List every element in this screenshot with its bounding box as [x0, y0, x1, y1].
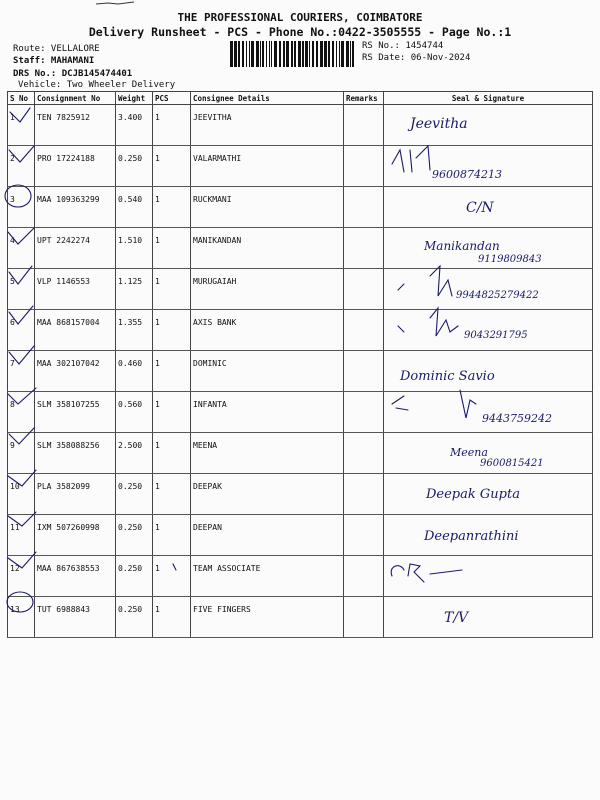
- row-remarks: [344, 228, 384, 269]
- barcode-icon: [230, 41, 356, 67]
- row-pcs: 1: [153, 228, 191, 269]
- row-pcs: 1: [153, 351, 191, 392]
- row-consignee: DOMINIC: [191, 351, 344, 392]
- barcode-bar: [294, 41, 296, 67]
- barcode-bar: [271, 41, 272, 67]
- table-row: [8, 146, 593, 187]
- col-pcs: PCS: [153, 92, 191, 105]
- row-remarks: [344, 392, 384, 433]
- row-consignee: MANIKANDAN: [191, 228, 344, 269]
- row-pcs: 1: [153, 269, 191, 310]
- row-pcs: 1: [153, 146, 191, 187]
- row-signature: [384, 392, 593, 433]
- barcode-bar: [336, 41, 337, 67]
- row-remarks: [344, 597, 384, 638]
- barcode-bar: [352, 41, 354, 67]
- row-signature: [384, 269, 593, 310]
- col-signature: Seal & Signature: [384, 92, 593, 105]
- row-pcs: 1: [153, 310, 191, 351]
- sig-9-name: Meena: [450, 446, 488, 459]
- sig-6-phone: 9043291795: [464, 330, 528, 341]
- barcode-bar: [260, 41, 261, 67]
- row-consignee: MEENA: [191, 433, 344, 474]
- table-row: [8, 597, 593, 638]
- row-remarks: [344, 269, 384, 310]
- row-pcs: 1: [153, 556, 191, 597]
- row-weight: 0.250: [116, 515, 153, 556]
- row-sno: 6: [8, 310, 35, 351]
- row-signature: [384, 597, 593, 638]
- row-sno: 12: [8, 556, 35, 597]
- col-remarks: Remarks: [344, 92, 384, 105]
- row-consignee: TEAM ASSOCIATE: [191, 556, 344, 597]
- vehicle-label: Vehicle: Two Wheeler Delivery: [18, 80, 176, 90]
- barcode-bar: [262, 41, 264, 67]
- runsheet-subtitle: Delivery Runsheet - PCS - Phone No.:0422-3505555 - Page No.:1: [88, 25, 512, 39]
- barcode-bar: [274, 41, 277, 67]
- row-sno: 13: [8, 597, 35, 638]
- row-sno: 8: [8, 392, 35, 433]
- row-weight: 0.250: [116, 556, 153, 597]
- row-consignee: FIVE FINGERS: [191, 597, 344, 638]
- sig-2-phone: 9600874213: [432, 168, 502, 181]
- row-signature: [384, 433, 593, 474]
- barcode-bar: [249, 41, 250, 67]
- row-weight: 3.400: [116, 105, 153, 146]
- table-row: [8, 433, 593, 474]
- row-sno: 9: [8, 433, 35, 474]
- row-signature: [384, 556, 593, 597]
- row-signature: [384, 187, 593, 228]
- row-sno: 3: [8, 187, 35, 228]
- barcode-bar: [309, 41, 310, 67]
- barcode-bar: [305, 41, 308, 67]
- row-weight: 0.460: [116, 351, 153, 392]
- sig-9-phone: 9600815421: [480, 458, 544, 469]
- barcode-bar: [234, 41, 237, 67]
- row-weight: 1.125: [116, 269, 153, 310]
- drs-number: DRS No.: DCJB145474401: [13, 69, 133, 79]
- col-weight: Weight: [116, 92, 153, 105]
- row-consignment-no: MAA 868157004: [35, 310, 116, 351]
- barcode-bar: [266, 41, 267, 67]
- row-pcs: 1: [153, 105, 191, 146]
- row-sno: 7: [8, 351, 35, 392]
- row-consignment-no: IXM 507260998: [35, 515, 116, 556]
- table-row: [8, 269, 593, 310]
- sig-8-phone: 9443759242: [482, 412, 552, 425]
- row-consignee: MURUGAIAH: [191, 269, 344, 310]
- row-signature: [384, 228, 593, 269]
- row-remarks: [344, 515, 384, 556]
- barcode-bar: [238, 41, 240, 67]
- barcode-bar: [346, 41, 349, 67]
- sig-4-name: Manikandan: [424, 239, 500, 253]
- barcode-bar: [286, 41, 289, 67]
- sig-1: Jeevitha: [410, 116, 468, 132]
- barcode-bar: [279, 41, 281, 67]
- barcode-bar: [269, 41, 270, 67]
- barcode-bar: [302, 41, 304, 67]
- rs-date: RS Date: 06-Nov-2024: [362, 53, 471, 63]
- row-pcs: 1: [153, 187, 191, 228]
- row-consignment-no: PRO 17224188: [35, 146, 116, 187]
- sig-7: Dominic Savio: [400, 369, 495, 384]
- row-remarks: [344, 187, 384, 228]
- row-sno: 2: [8, 146, 35, 187]
- barcode-bar: [256, 41, 259, 67]
- row-sno: 10: [8, 474, 35, 515]
- row-consignee: RUCKMANI: [191, 187, 344, 228]
- row-signature: [384, 474, 593, 515]
- barcode-bar: [339, 41, 340, 67]
- col-sno: S No: [8, 92, 35, 105]
- table-row: [8, 474, 593, 515]
- row-pcs: 1: [153, 474, 191, 515]
- route-label: Route: VELLALORE: [13, 44, 100, 54]
- row-weight: 0.250: [116, 474, 153, 515]
- row-remarks: [344, 474, 384, 515]
- row-weight: 2.500: [116, 433, 153, 474]
- staff-label: Staff: MAHAMANI: [13, 56, 95, 66]
- barcode-bar: [350, 41, 351, 67]
- row-signature: [384, 310, 593, 351]
- barcode-bar: [251, 41, 254, 67]
- row-signature: [384, 351, 593, 392]
- table-row: [8, 228, 593, 269]
- row-remarks: [344, 310, 384, 351]
- scan-mark: [96, 0, 136, 6]
- barcode-bar: [324, 41, 327, 67]
- row-consignee: VALARMATHI: [191, 146, 344, 187]
- row-consignment-no: MAA 302107042: [35, 351, 116, 392]
- row-remarks: [344, 556, 384, 597]
- row-pcs: 1: [153, 515, 191, 556]
- row-consignment-no: UPT 2242274: [35, 228, 116, 269]
- row-sno: 5: [8, 269, 35, 310]
- barcode-bar: [230, 41, 233, 67]
- sig-4-phone: 9119809843: [478, 254, 542, 265]
- row-signature: [384, 515, 593, 556]
- row-consignment-no: MAA 109363299: [35, 187, 116, 228]
- row-consignment-no: TEN 7825912: [35, 105, 116, 146]
- row-weight: 1.355: [116, 310, 153, 351]
- row-remarks: [344, 433, 384, 474]
- barcode-bar: [320, 41, 323, 67]
- row-consignee: DEEPAK: [191, 474, 344, 515]
- row-weight: 0.560: [116, 392, 153, 433]
- sig-13: T/V: [444, 610, 469, 626]
- company-title: THE PROFESSIONAL COURIERS, COIMBATORE: [177, 11, 423, 24]
- barcode-bar: [283, 41, 285, 67]
- row-consignment-no: SLM 358088256: [35, 433, 116, 474]
- sig-3: C/N: [466, 200, 494, 216]
- table-row: [8, 556, 593, 597]
- row-weight: 0.540: [116, 187, 153, 228]
- row-weight: 0.250: [116, 146, 153, 187]
- barcode-bar: [246, 41, 247, 67]
- barcode-bar: [242, 41, 244, 67]
- barcode-bar: [332, 41, 334, 67]
- row-consignment-no: PLA 3582099: [35, 474, 116, 515]
- row-consignee: DEEPAN: [191, 515, 344, 556]
- row-consignee: INFANTA: [191, 392, 344, 433]
- table-row: [8, 187, 593, 228]
- row-signature: [384, 146, 593, 187]
- barcode-bar: [291, 41, 293, 67]
- col-consignment: Consignment No: [35, 92, 116, 105]
- row-consignment-no: TUT 6988843: [35, 597, 116, 638]
- row-pcs: 1: [153, 597, 191, 638]
- table-row: [8, 515, 593, 556]
- row-weight: 0.250: [116, 597, 153, 638]
- row-signature: [384, 105, 593, 146]
- table-header: [8, 92, 593, 105]
- barcode-bar: [312, 41, 314, 67]
- rs-number: RS No.: 1454744: [362, 41, 444, 51]
- sig-11: Deepanrathini: [424, 529, 519, 544]
- row-consignment-no: SLM 358107255: [35, 392, 116, 433]
- row-consignment-no: MAA 867638553: [35, 556, 116, 597]
- row-consignee: JEEVITHA: [191, 105, 344, 146]
- sig-5-phone: 9944825279422: [456, 290, 539, 301]
- row-weight: 1.510: [116, 228, 153, 269]
- row-consignment-no: VLP 1146553: [35, 269, 116, 310]
- row-pcs: 1: [153, 433, 191, 474]
- sig-10: Deepak Gupta: [426, 487, 520, 502]
- barcode-bar: [316, 41, 318, 67]
- row-sno: 1: [8, 105, 35, 146]
- barcode-bar: [328, 41, 330, 67]
- col-consignee: Consignee Details: [191, 92, 344, 105]
- barcode-bar: [298, 41, 301, 67]
- row-remarks: [344, 146, 384, 187]
- row-sno: 4: [8, 228, 35, 269]
- row-remarks: [344, 105, 384, 146]
- row-pcs: 1: [153, 392, 191, 433]
- row-sno: 11: [8, 515, 35, 556]
- barcode-bar: [341, 41, 344, 67]
- row-consignee: AXIS BANK: [191, 310, 344, 351]
- table-row: [8, 310, 593, 351]
- runsheet-table: [7, 91, 593, 638]
- row-remarks: [344, 351, 384, 392]
- table-row: [8, 105, 593, 146]
- table-row: [8, 351, 593, 392]
- table-row: [8, 392, 593, 433]
